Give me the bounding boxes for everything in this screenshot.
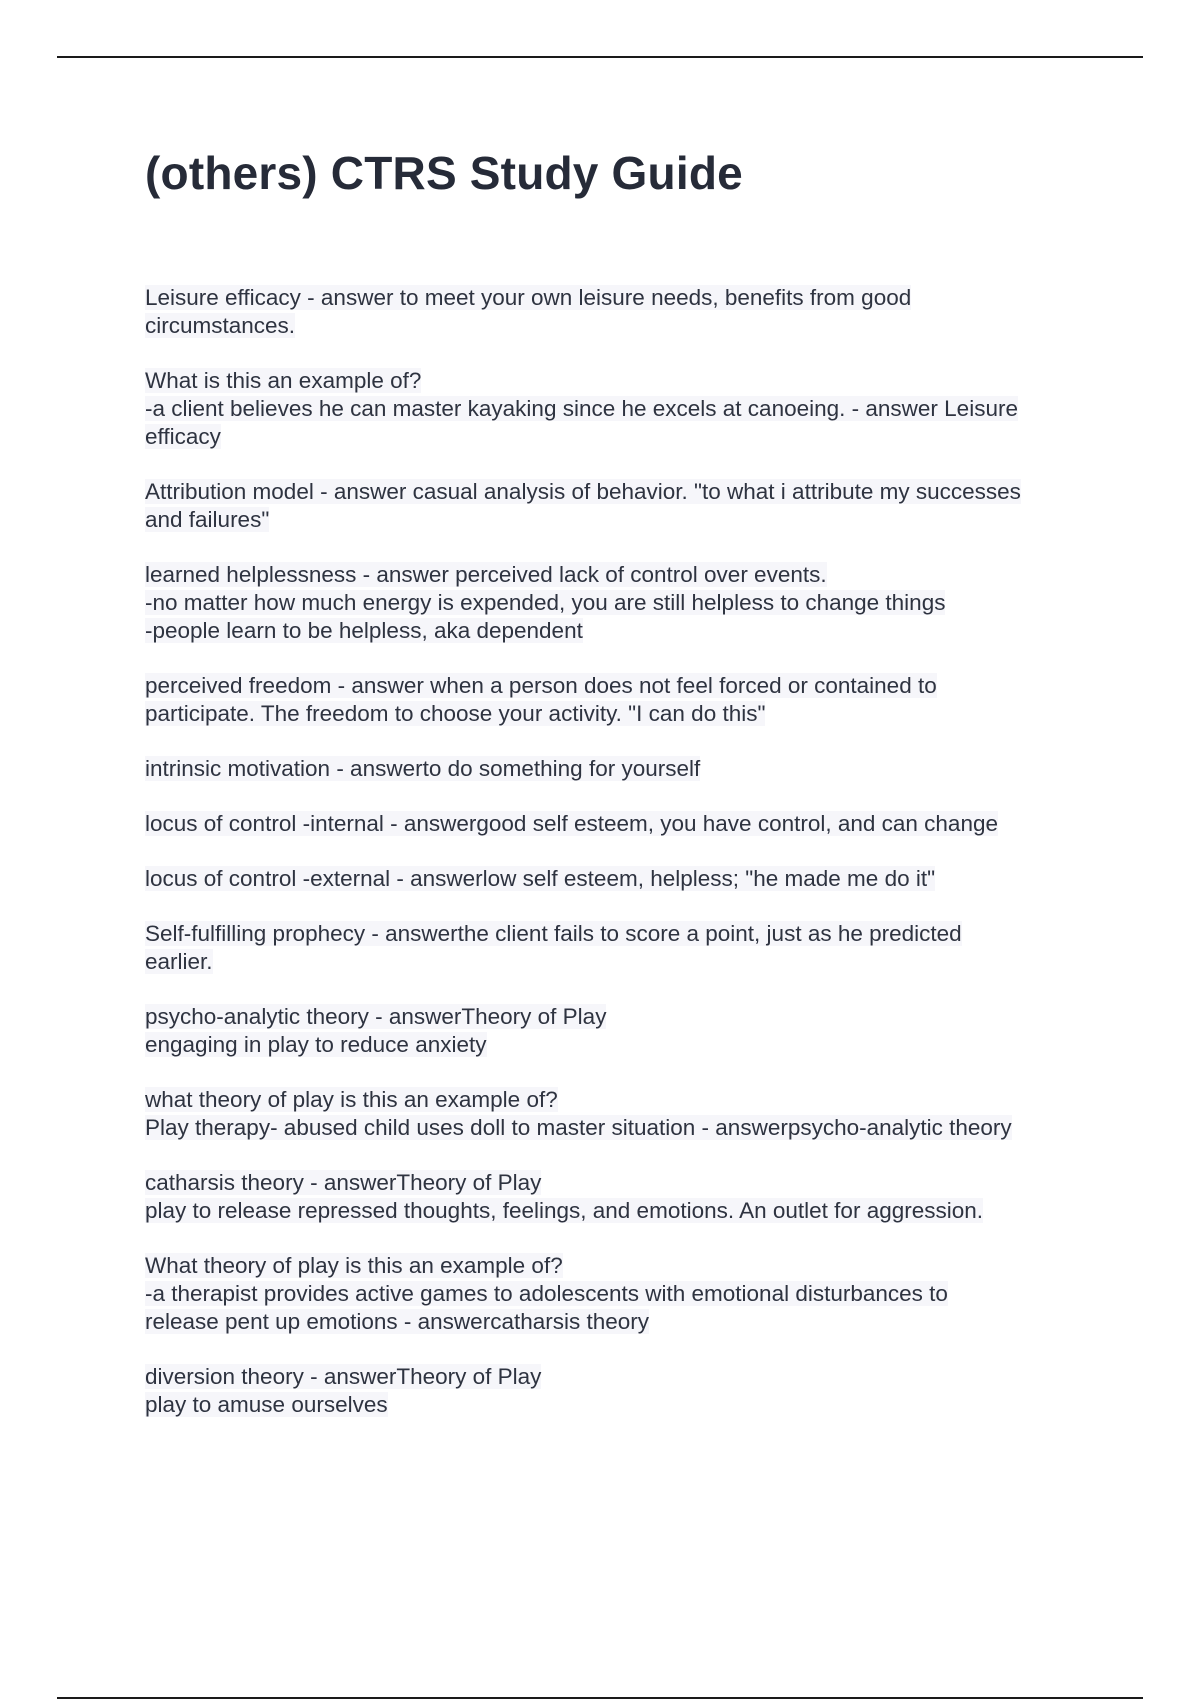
card-line (145, 478, 1095, 506)
card-line-text: circumstances. (145, 313, 296, 338)
card-line (145, 865, 1095, 893)
card-line (145, 561, 1095, 589)
card-line-text: Self-fulfilling prophecy - answerthe client fails to score a point, just as he predicted (145, 921, 962, 946)
card-line-text: Attribution model - answer casual analysis of behavior. "to what i attribute my successes (145, 479, 1021, 504)
card-line (145, 423, 1095, 451)
card-line-text: diversion theory - answerTheory of Play (145, 1364, 542, 1389)
study-card (145, 755, 1095, 783)
study-card (145, 920, 1095, 976)
card-line-text: What is this an example of? (145, 368, 422, 393)
card-line-text: locus of control -internal - answergood self esteem, you have control, and can change (145, 811, 998, 836)
card-line (145, 589, 1095, 617)
card-line-text: what theory of play is this an example of? (145, 1087, 558, 1112)
card-line-text: -people learn to be helpless, aka dependent (145, 618, 583, 643)
card-line-text: perceived freedom - answer when a person does not feel forced or contained to (145, 673, 937, 698)
card-line (145, 948, 1095, 976)
card-line (145, 1031, 1095, 1059)
card-line (145, 1114, 1095, 1142)
study-card (145, 367, 1095, 451)
card-line-text: psycho-analytic theory - answerTheory of Play (145, 1004, 607, 1029)
card-line-text: play to release repressed thoughts, feelings, and emotions. An outlet for aggression. (145, 1198, 984, 1223)
card-line (145, 672, 1095, 700)
card-line (145, 1197, 1095, 1225)
card-line-text: -a client believes he can master kayaking since he excels at canoeing. - answer Leisure (145, 396, 1018, 421)
card-line-text: intrinsic motivation - answerto do something for yourself (145, 756, 701, 781)
card-line (145, 1391, 1095, 1419)
card-line (145, 617, 1095, 645)
study-card (145, 561, 1095, 645)
card-line-text: Leisure efficacy - answer to meet your own leisure needs, benefits from good (145, 285, 912, 310)
card-line-text: What theory of play is this an example of? (145, 1253, 563, 1278)
card-line (145, 1280, 1095, 1308)
card-line (145, 1003, 1095, 1031)
card-line (145, 700, 1095, 728)
card-line-text: efficacy (145, 424, 221, 449)
study-card (145, 672, 1095, 728)
study-card-list (145, 284, 1095, 1446)
card-line-text: participate. The freedom to choose your activity. "I can do this" (145, 701, 766, 726)
study-card (145, 478, 1095, 534)
card-line (145, 755, 1095, 783)
study-card (145, 284, 1095, 340)
card-line (145, 312, 1095, 340)
card-line (145, 1086, 1095, 1114)
card-line (145, 506, 1095, 534)
card-line-text: -a therapist provides active games to adolescents with emotional disturbances to (145, 1281, 948, 1306)
study-card (145, 1003, 1095, 1059)
card-line (145, 1252, 1095, 1280)
study-card (145, 865, 1095, 893)
card-line-text: catharsis theory - answerTheory of Play (145, 1170, 542, 1195)
card-line-text: earlier. (145, 949, 213, 974)
card-line (145, 395, 1095, 423)
card-line (145, 810, 1095, 838)
page-title: (others) CTRS Study Guide (145, 147, 743, 199)
top-rule (57, 56, 1143, 58)
study-card (145, 1169, 1095, 1225)
card-line-text: Play therapy- abused child uses doll to master situation - answerpsycho-analytic theory (145, 1115, 1012, 1140)
study-card (145, 1252, 1095, 1336)
card-line (145, 1169, 1095, 1197)
card-line (145, 920, 1095, 948)
card-line (145, 1363, 1095, 1391)
card-line-text: -no matter how much energy is expended, you are still helpless to change things (145, 590, 946, 615)
card-line-text: engaging in play to reduce anxiety (145, 1032, 487, 1057)
card-line (145, 1308, 1095, 1336)
study-card (145, 810, 1095, 838)
card-line (145, 367, 1095, 395)
card-line-text: play to amuse ourselves (145, 1392, 388, 1417)
study-card (145, 1086, 1095, 1142)
card-line-text: learned helplessness - answer perceived lack of control over events. (145, 562, 827, 587)
card-line (145, 284, 1095, 312)
card-line-text: and failures" (145, 507, 270, 532)
card-line-text: locus of control -external - answerlow self esteem, helpless; "he made me do it" (145, 866, 936, 891)
study-card (145, 1363, 1095, 1419)
bottom-rule (57, 1697, 1143, 1699)
card-line-text: release pent up emotions - answercatharsis theory (145, 1309, 650, 1334)
